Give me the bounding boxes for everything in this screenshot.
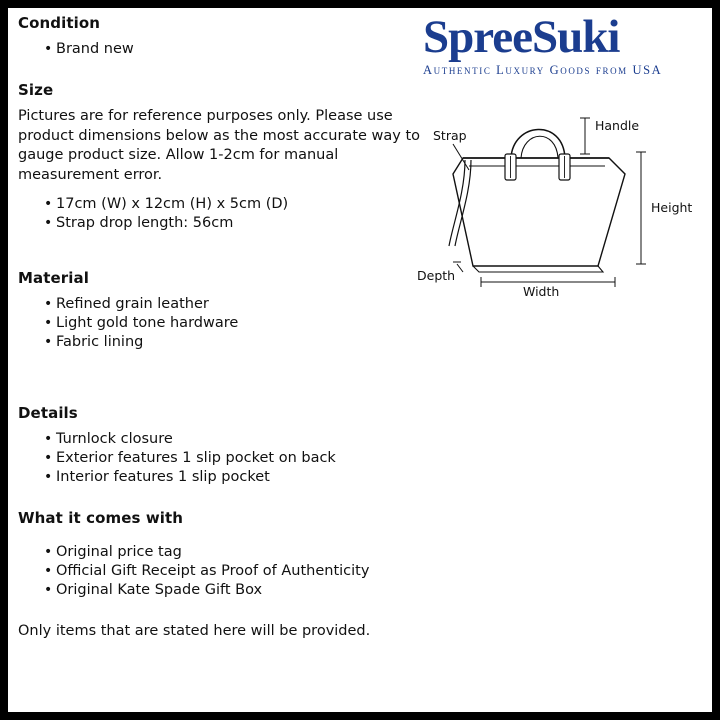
list-item: • Turnlock closure [44,430,438,449]
diagram-label-depth: Depth [417,268,456,283]
bag-dimension-diagram [413,96,712,306]
details-list [18,430,438,487]
spacer [18,614,438,622]
section-heading: Material [18,269,89,287]
list-item: • Strap drop length: 56cm [44,214,438,233]
list-item: • Original Kate Spade Gift Box [44,581,438,600]
list-item: • Fabric lining [44,333,438,352]
section-heading: What it comes with [18,509,184,527]
material-list [18,295,438,352]
spacer [18,366,438,388]
list-item: • Original price tag [44,543,438,562]
diagram-label-strap: Strap [433,128,467,143]
list-item: • 17cm (W) x 12cm (H) x 5cm (D) [44,195,438,214]
section-condition [18,14,438,59]
section-what-it-comes-with [18,509,438,600]
size-note: Pictures are for reference purposes only. Please use product dimensions below as the most accurate way to gauge product size. Allow 1-2cm for manual measurement error. [18,108,421,183]
list-item: • Refined grain leather [44,295,438,314]
list-item: • Exterior features 1 slip pocket on back [44,449,438,468]
list-item: • Light gold tone hardware [44,314,438,333]
diagram-label-handle: Handle [595,118,640,133]
diagram-label-height: Height [651,200,693,215]
brand-logo [423,12,712,86]
section-heading: Details [18,404,78,422]
size-list [18,195,438,233]
document-page [8,8,712,712]
condition-list [18,40,438,59]
spacer [18,501,438,509]
section-size [18,81,438,233]
spacer [18,388,438,404]
spacer [18,73,438,81]
diagram-label-width: Width [523,284,560,299]
section-heading: Condition [18,14,101,32]
section-heading: Size [18,81,54,99]
spacer [18,247,438,269]
product-description [18,14,438,652]
inclusions-list [18,543,438,600]
spacer [18,535,438,543]
section-material [18,269,438,352]
section-details [18,404,438,487]
brand-tagline: Authentic Luxury Goods from USA [423,63,663,77]
list-item: • Interior features 1 slip pocket [44,468,438,487]
list-item: • Brand new [44,40,438,59]
list-item: • Official Gift Receipt as Proof of Authenticity [44,562,438,581]
brand-name: SpreeSuki [423,11,620,63]
footer-note: Only items that are stated here will be provided. [18,623,371,639]
